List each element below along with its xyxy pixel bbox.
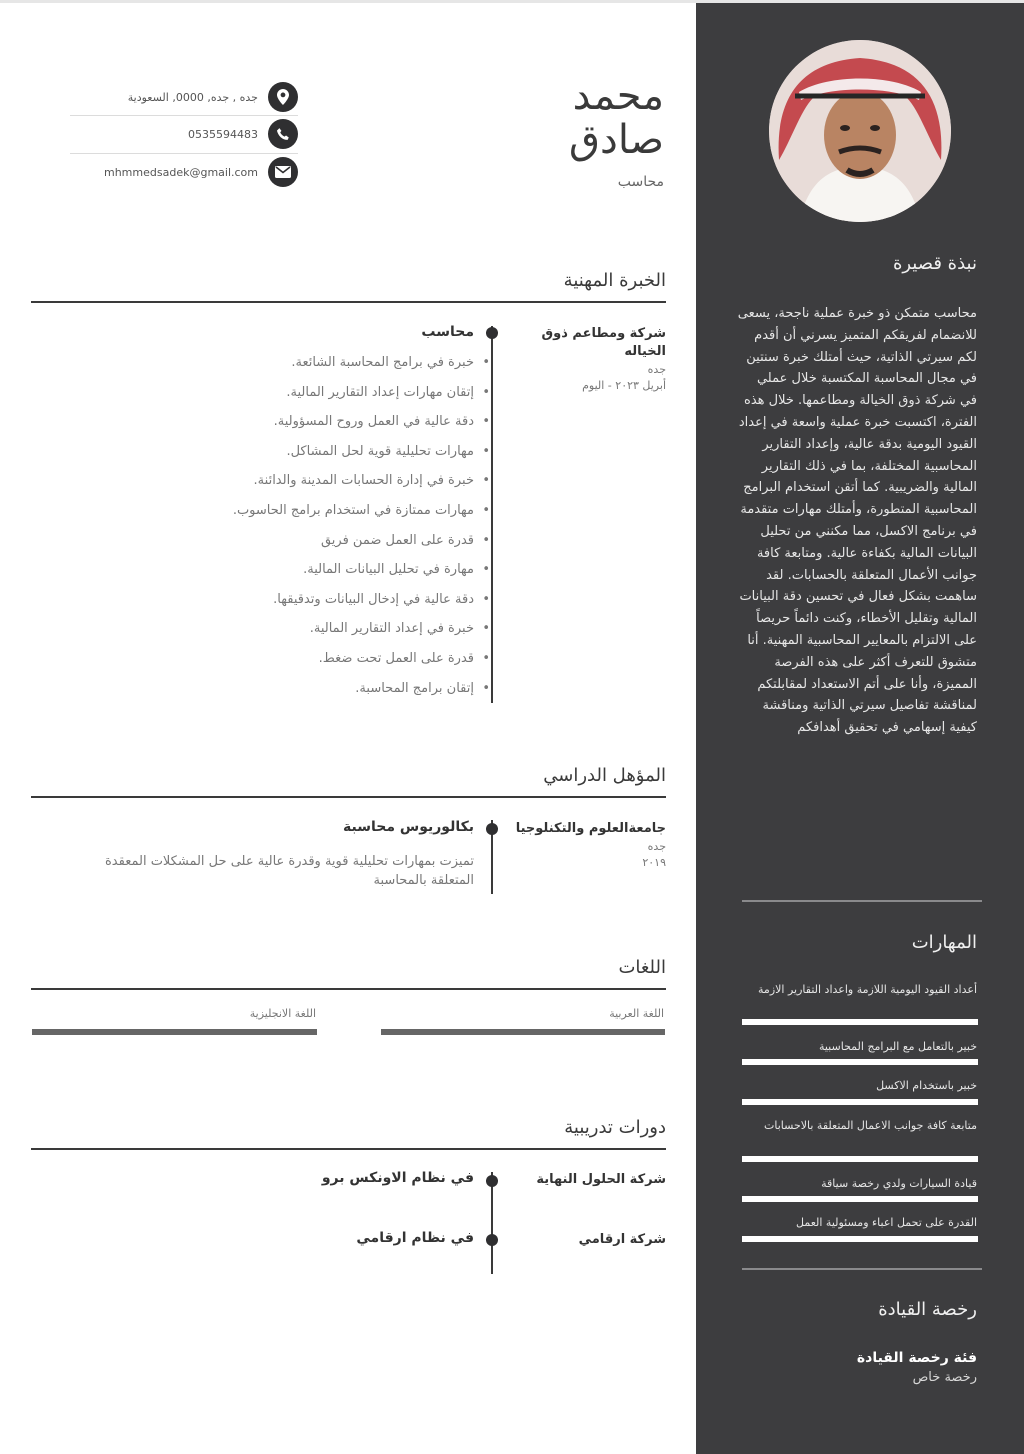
skill-bar [742, 1019, 978, 1025]
language-bar-english [32, 1029, 317, 1035]
experience-bullet: مهارات تحليلية قوية لحل المشاكل. • [54, 444, 474, 459]
experience-bullet: مهارات ممتازة في استخدام برامج الحاسوب. • [54, 503, 474, 518]
license-heading: رخصة القيادة [878, 1299, 977, 1320]
language-bar-arabic [381, 1029, 665, 1035]
envelope-icon [268, 157, 298, 187]
education-heading: المؤهل الدراسي [543, 765, 666, 786]
name-first: محمد [572, 73, 664, 119]
courses-rule [31, 1148, 666, 1150]
course-name: في نظام الاونكس برو [321, 1170, 474, 1186]
education-degree: بكالوريوس محاسبة [343, 819, 474, 835]
skill-bar [742, 1236, 978, 1242]
experience-city: جده [647, 363, 666, 376]
experience-rule [31, 301, 666, 303]
contact-phone[interactable] [70, 116, 298, 152]
skill-bar [742, 1059, 978, 1065]
skill-label: متابعة كافة جوانب الاعمال المتعلقة بالاحسابات [764, 1119, 977, 1132]
languages-rule [31, 988, 666, 990]
license-category: فئة رخصة القيادة [856, 1350, 977, 1366]
experience-bullet: إتقان مهارات إعداد التقارير المالية. • [54, 385, 474, 400]
skills-heading: المهارات [911, 932, 977, 953]
skill-label: قيادة السيارات ولدي رخصة سياقة [821, 1177, 977, 1190]
location-pin-icon [268, 82, 298, 112]
skill-label: خبير باستخدام الاكسل [876, 1079, 977, 1092]
timeline-dot [486, 1175, 498, 1187]
contact-address [70, 79, 298, 115]
profile-photo [769, 40, 951, 222]
experience-bullet: دقة عالية في العمل وروح المسؤولية. • [54, 414, 474, 429]
experience-timeline [491, 326, 493, 703]
address-text: جده , جده, 0000, السعودية [127, 90, 258, 104]
experience-bullet: مهارة في تحليل البيانات المالية. • [54, 562, 474, 577]
experience-dates: أبريل ٢٠٢٣ - اليوم [582, 379, 666, 392]
course-name: في نظام ارقامي [356, 1230, 474, 1246]
experience-bullet: خبرة في إدارة الحسابات المدينة والدائنة. • [54, 473, 474, 488]
skill-label: أعداد القيود اليومية اللازمة واعداد التقارير الازمة [758, 983, 977, 996]
experience-role: محاسب [421, 324, 474, 340]
courses-heading: دورات تدريبية [564, 1117, 666, 1138]
experience-company: شركة ومطاعم ذوق الخياله [541, 326, 666, 359]
experience-bullet: خبرة في إعداد التقارير المالية. • [54, 621, 474, 636]
education-year: ٢٠١٩ [642, 856, 666, 869]
job-title: محاسب [617, 174, 664, 190]
experience-bullet: قدرة على العمل تحت ضغط. • [54, 651, 474, 666]
education-bullet: تميزت بمهارات تحليلية قوية وقدرة عالية على حل المشكلات المعقدة المتعلقة بالمحاسبة • [94, 852, 474, 888]
experience-bullet: قدرة على العمل ضمن فريق • [54, 533, 474, 548]
sidebar [696, 3, 1024, 1454]
about-heading: نبذة قصيرة [892, 253, 977, 274]
contact-email[interactable] [70, 154, 298, 190]
skill-bar [742, 1156, 978, 1162]
skill-bar [742, 1099, 978, 1105]
about-text: محاسب متمكن ذو خبرة عملية ناجحة، يسعى للانضمام لفريقكم المتميز يسرني أن أقدم لكم سيرتي الذاتية، حيث أمتلك خبرة سنتين في مجال المحاسبة المكتسبة خلال عملي في شركة ذوق الخيالة ومطاعمها. خلال هذه الفترة، اكتسبت خبرة عملية واسعة في إعداد القيود اليومية بدقة عالية، وإعداد التقارير المحاسبية المختلفة، بما في ذلك التقارير المالية والضريبية. كما أتقن استخدام البرامج المحاسبية المتطورة، وأمتلك مهارات متقدمة في برنامج الاكسل، مما مكنني من تحليل البيانات المالية بكفاءة عالية. ومتابعة كافة جوانب الأعمال المتعلقة بالحسابات. لقد ساهمت بشكل فعال في تحسين دقة البيانات المالية وتقليل الأخطاء، وكنت دائماً حريصاً على الالتزام بالمعايير المحاسبية المهنية. أنا متشوق للتعرف أكثر على هذه الفرصة المميزة، وأنا على أتم الاستعداد لمقابلتكم لمناقشة تفاصيل سيرتي الذاتية ومناقشة كيفية إسهامي في تحقيق أهدافكم [737, 306, 977, 736]
phone-text[interactable]: 0535594483 [188, 127, 258, 141]
sidebar-divider [742, 900, 982, 902]
experience-heading: الخبرة المهنية [563, 270, 666, 291]
experience-bullet: إتقان برامج المحاسبة. • [54, 681, 474, 696]
license-type: رخصة خاص [912, 1370, 977, 1385]
skill-label: خبير بالتعامل مع البرامج المحاسبية [818, 1040, 977, 1053]
name-last: صادق [569, 117, 664, 163]
education-city: جده [647, 840, 666, 853]
education-school: جامعةالعلوم والتكنلوجيا [515, 821, 666, 836]
timeline-dot [486, 327, 498, 339]
email-text[interactable]: mhmmedsadek@gmail.com [104, 165, 258, 179]
skill-label: القدرة على تحمل اعباء ومسئولية العمل [796, 1216, 977, 1229]
skill-bar [742, 1196, 978, 1202]
person-name [444, 74, 664, 162]
language-label-english: اللغة الانجليزية [249, 1007, 316, 1020]
education-rule [31, 796, 666, 798]
phone-icon [268, 119, 298, 149]
course-org: شركة ارقامي [578, 1232, 666, 1247]
courses-timeline [491, 1172, 493, 1274]
course-org: شركة الحلول النهاية [536, 1172, 666, 1187]
experience-bullet: خبرة في برامج المحاسبة الشائعة. • [54, 355, 474, 370]
experience-bullet: دقة عالية في إدخال البيانات وتدقيقها. • [54, 592, 474, 607]
sidebar-divider [742, 1268, 982, 1270]
timeline-dot [486, 1234, 498, 1246]
languages-heading: اللغات [618, 957, 666, 978]
language-label-arabic: اللغة العربية [609, 1007, 664, 1020]
